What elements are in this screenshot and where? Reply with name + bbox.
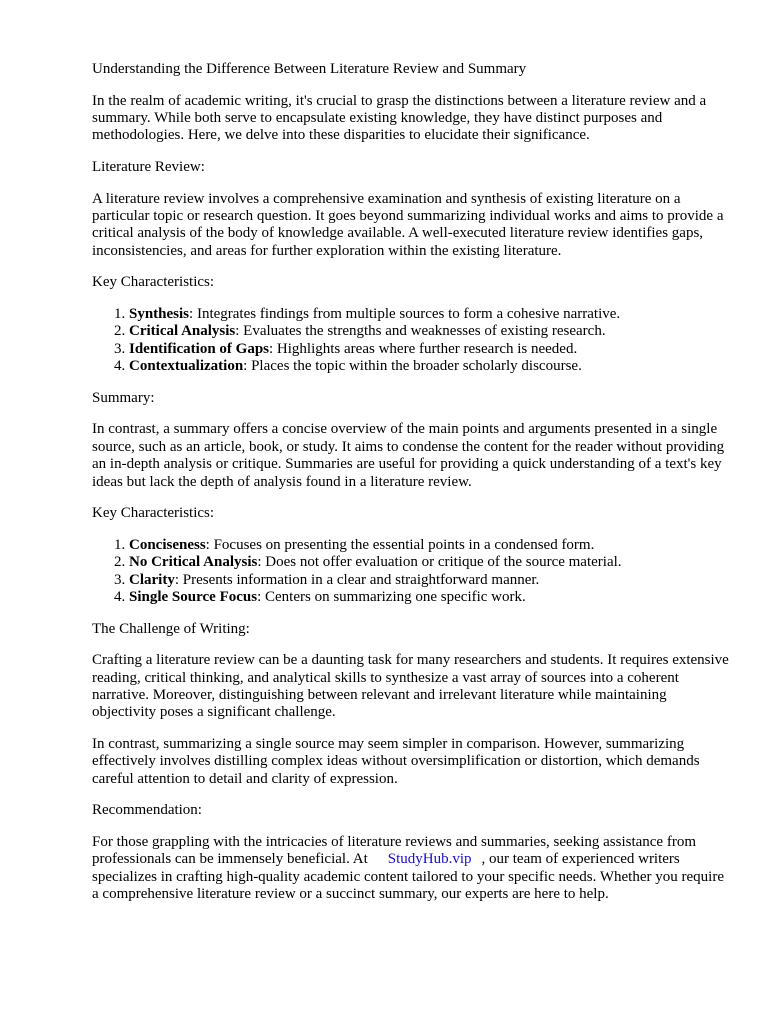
summary-heading: Summary: [92, 389, 155, 406]
list-item-desc: : Highlights areas where further research is needed. [269, 340, 578, 357]
list-item [129, 306, 732, 323]
list-item-term: Single Source Focus [129, 589, 258, 606]
list-item-term: Contextualization [129, 358, 244, 375]
list-item-desc: : Evaluates the strengths and weaknesses of existing research. [235, 323, 606, 340]
list-item [129, 572, 732, 589]
summary-characteristics-list [92, 537, 732, 607]
list-item [129, 323, 732, 340]
lit-review-heading: Literature Review: [92, 159, 205, 175]
intro-paragraph: In the realm of academic writing, it's crucial to grasp the distinctions between a literature review and a summary. While both serve to encapsulate existing knowledge, they have distinct purposes and methodologies. Here, we delve into these disparities to elucidate their significance. [92, 92, 707, 144]
list-item-desc: : Centers on summarizing one specific work. [257, 589, 526, 606]
recommendation-heading: Recommendation: [92, 802, 202, 819]
studyhub-link[interactable]: StudyHub.vip [387, 851, 472, 868]
document-page [92, 61, 732, 918]
challenge-heading: The Challenge of Writing: [92, 620, 250, 637]
document-title: Understanding the Difference Between Literature Review and Summary [92, 61, 527, 77]
list-item-term: Clarity [129, 571, 175, 588]
list-item-term: Synthesis [129, 306, 190, 322]
challenge-paragraph-1: Crafting a literature review can be a daunting task for many researchers and students. It requires extensive reading, critical thinking, and analytical skills to synthesize a vast array of sources into a coherent narrative. Moreover, distinguishing between relevant and irrelevant literature while maintaining objectivity poses a significant challenge. [92, 652, 729, 721]
list-item [129, 341, 732, 358]
list-item-desc: : Does not offer evaluation or critique of the source material. [257, 554, 622, 571]
list-item [129, 554, 732, 571]
list-item-desc: : Integrates findings from multiple sources to form a cohesive narrative. [189, 306, 621, 322]
list-item-desc: : Presents information in a clear and straightforward manner. [174, 571, 540, 588]
list-item-desc: : Focuses on presenting the essential points in a condensed form. [205, 536, 595, 553]
challenge-paragraph-2: In contrast, summarizing a single source may seem simpler in comparison. However, summarizing effectively involves distilling complex ideas without oversimplification or distortion, which demands careful attention to detail and clarity of expression. [92, 736, 700, 787]
recommendation-text-after: , our team of experienced writers specializes in crafting high-quality academic content tailored to your specific needs. Whether you require a comprehensive literature review or a succinct summary, our experts are here to help. [92, 851, 724, 903]
summary-key-heading: Key Characteristics: [92, 505, 215, 522]
list-item [129, 589, 732, 606]
recommendation-paragraph [92, 834, 732, 904]
list-item-desc: : Places the topic within the broader scholarly discourse. [243, 358, 582, 375]
lit-review-characteristics-list [92, 306, 732, 376]
list-item-term: Critical Analysis [129, 323, 236, 340]
list-item-term: Conciseness [129, 536, 206, 553]
summary-body: In contrast, a summary offers a concise overview of the main points and arguments presented in a single source, such as an article, book, or study. It aims to condense the content for the reader without providing an in-depth analysis or critique. Summaries are useful for providing a quick understanding of a text's key ideas but lack the depth of analysis found in a literature review. [92, 421, 725, 490]
lit-review-body: A literature review involves a comprehensive examination and synthesis of existing literature on a particular topic or research question. It goes beyond summarizing individual works and aims to provide a critical analysis of the body of knowledge available. A well-executed literature review identifies gaps, inconsistencies, and areas for further exploration within the existing literature. [92, 190, 724, 259]
list-item-term: Identification of Gaps [129, 340, 270, 357]
list-item-term: No Critical Analysis [129, 554, 258, 571]
lit-review-key-heading: Key Characteristics: [92, 274, 215, 291]
recommendation-text-before: For those grappling with the intricacies of literature reviews and summaries, seeking assistance from professionals can be immensely beneficial. At [92, 834, 696, 868]
list-item [129, 358, 732, 375]
list-item [129, 537, 732, 554]
